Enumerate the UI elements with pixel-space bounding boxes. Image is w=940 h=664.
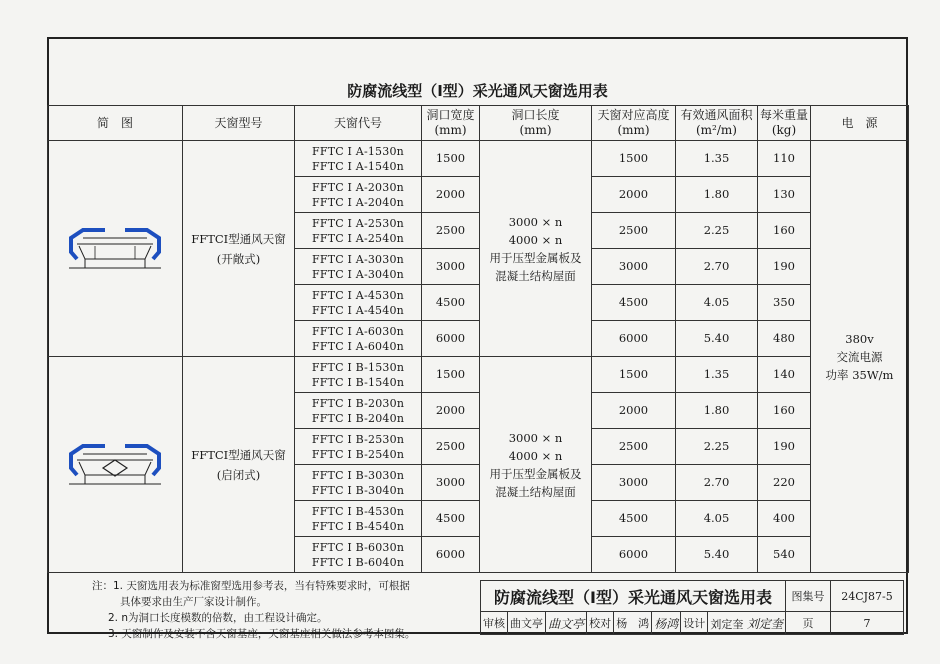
designer-name	[708, 612, 786, 635]
header-height-label: 天窗对应高度	[597, 108, 670, 122]
designer-name-text: 刘定奎	[710, 617, 744, 631]
code-line: FFTC I B-4540n	[311, 519, 405, 533]
page-label: 页	[786, 612, 831, 635]
check-label: 校对	[587, 612, 614, 635]
code-cell	[295, 429, 422, 465]
header-length-label: 洞口长度	[511, 108, 560, 122]
length-line: 混凝土结构屋面	[495, 484, 576, 499]
area-cell: 2.25	[676, 429, 758, 465]
code-line: FFTC I B-6030n	[311, 540, 405, 554]
weight-cell: 540	[758, 537, 811, 573]
code-cell	[295, 501, 422, 537]
length-line: 3000 × n	[508, 430, 563, 445]
header-height	[592, 106, 676, 141]
header-length-unit: (mm)	[519, 123, 552, 137]
page-title: 防腐流线型（I型）采光通风天窗选用表	[347, 82, 608, 100]
design-label: 设计	[681, 612, 708, 635]
code-line: FFTC I B-2040n	[311, 411, 405, 425]
width-cell: 2000	[422, 393, 480, 429]
model-open-type	[183, 141, 295, 357]
table-header-row	[48, 106, 909, 141]
header-width-unit: (mm)	[434, 123, 467, 137]
width-cell: 2500	[422, 429, 480, 465]
title-block-title: 防腐流线型（I型）采光通风天窗选用表	[481, 581, 786, 612]
reviewer-name: 曲文亭	[508, 612, 546, 635]
selection-table	[47, 105, 909, 573]
header-power: 电 源	[811, 106, 909, 141]
code-line: FFTC I B-2530n	[311, 432, 405, 446]
height-cell: 4500	[592, 501, 676, 537]
weight-cell: 130	[758, 177, 811, 213]
code-line: FFTC I B-6040n	[311, 555, 405, 569]
code-line: FFTC I B-2030n	[311, 396, 405, 410]
diagram-open-type	[48, 141, 183, 357]
height-cell: 2000	[592, 177, 676, 213]
checker-signature: 杨鸿	[652, 612, 681, 635]
code-line: FFTC I A-2530n	[312, 216, 404, 230]
table-row	[48, 141, 909, 177]
code-line: FFTC I B-3030n	[311, 468, 405, 482]
note-2: 2. n为洞口长度模数的倍数，由工程设计确定。	[108, 612, 328, 624]
weight-cell: 480	[758, 321, 811, 357]
code-cell	[295, 357, 422, 393]
area-cell: 4.05	[676, 501, 758, 537]
code-cell	[295, 393, 422, 429]
code-cell	[295, 285, 422, 321]
power-line: 功率 35W/m	[825, 367, 894, 382]
header-weight-label: 每米重量	[759, 108, 808, 122]
operable-skylight-diagram-icon	[65, 440, 165, 490]
code-line: FFTC I A-1540n	[312, 159, 404, 173]
header-width	[422, 106, 480, 141]
code-line: FFTC I A-4530n	[312, 288, 404, 302]
area-cell: 5.40	[676, 321, 758, 357]
area-cell: 5.40	[676, 537, 758, 573]
code-line: FFTC I A-3040n	[312, 267, 404, 281]
model-subtype: (启闭式)	[216, 467, 261, 482]
length-line: 混凝土结构屋面	[495, 268, 576, 283]
model-subtype: (开敞式)	[216, 251, 261, 266]
code-line: FFTC I B-1530n	[311, 360, 405, 374]
length-line: 4000 × n	[508, 448, 563, 463]
width-cell: 3000	[422, 249, 480, 285]
checker-name: 杨 鸿	[614, 612, 652, 635]
header-area-unit: (m²/m)	[696, 123, 737, 137]
code-cell	[295, 249, 422, 285]
note-1: 注：1. 天窗选用表为标准窗型选用参考表，当有特殊要求时，可根据	[92, 580, 410, 592]
code-cell	[295, 537, 422, 573]
atlas-number: 24CJ87-5	[831, 581, 904, 612]
code-line: FFTC I A-2540n	[312, 231, 404, 245]
weight-cell: 140	[758, 357, 811, 393]
power-cell	[811, 141, 909, 573]
header-model: 天窗型号	[183, 106, 295, 141]
code-line: FFTC I A-6030n	[312, 324, 404, 338]
header-width-label: 洞口宽度	[426, 108, 475, 122]
code-line: FFTC I B-4530n	[311, 504, 405, 518]
weight-cell: 350	[758, 285, 811, 321]
width-cell: 2500	[422, 213, 480, 249]
power-line: 交流电源	[836, 349, 883, 364]
notes	[92, 578, 482, 642]
code-line: FFTC I B-3040n	[311, 483, 405, 497]
area-cell: 2.70	[676, 465, 758, 501]
code-cell	[295, 321, 422, 357]
length-line: 3000 × n	[508, 214, 563, 229]
code-line: FFTC I A-3030n	[312, 252, 404, 266]
code-line: FFTC I A-2040n	[312, 195, 404, 209]
weight-cell: 160	[758, 393, 811, 429]
area-cell: 2.70	[676, 249, 758, 285]
width-cell: 4500	[422, 501, 480, 537]
height-cell: 6000	[592, 321, 676, 357]
header-code: 天窗代号	[295, 106, 422, 141]
reviewer-signature: 曲文亭	[546, 612, 587, 635]
header-height-unit: (mm)	[617, 123, 650, 137]
code-line: FFTC I A-1530n	[312, 144, 404, 158]
width-cell: 6000	[422, 321, 480, 357]
header-length	[480, 106, 592, 141]
code-line: FFTC I B-2540n	[311, 447, 405, 461]
width-cell: 6000	[422, 537, 480, 573]
header-weight	[758, 106, 811, 141]
weight-cell: 400	[758, 501, 811, 537]
height-cell: 3000	[592, 465, 676, 501]
open-skylight-diagram-icon	[65, 224, 165, 274]
code-line: FFTC I A-2030n	[312, 180, 404, 194]
power-line: 380v	[845, 331, 874, 346]
width-cell: 1500	[422, 357, 480, 393]
weight-cell: 110	[758, 141, 811, 177]
table-row	[48, 357, 909, 393]
height-cell: 1500	[592, 141, 676, 177]
diagram-operable-type	[48, 357, 183, 573]
area-cell: 1.35	[676, 141, 758, 177]
length-line: 用于压型金属板及	[489, 466, 582, 481]
length-cell-a	[480, 141, 592, 357]
code-cell	[295, 177, 422, 213]
height-cell: 2000	[592, 393, 676, 429]
length-cell-b	[480, 357, 592, 573]
weight-cell: 160	[758, 213, 811, 249]
weight-cell: 190	[758, 429, 811, 465]
length-line: 4000 × n	[508, 232, 563, 247]
height-cell: 2500	[592, 213, 676, 249]
width-cell: 1500	[422, 141, 480, 177]
weight-cell: 190	[758, 249, 811, 285]
height-cell: 2500	[592, 429, 676, 465]
header-area-label: 有效通风面积	[680, 108, 753, 122]
width-cell: 2000	[422, 177, 480, 213]
note-3: 3. 天窗制作及安装不含天窗基座，天窗基座相关做法参考本图集。	[108, 628, 416, 640]
code-cell	[295, 141, 422, 177]
code-cell	[295, 213, 422, 249]
length-line: 用于压型金属板及	[489, 250, 582, 265]
model-name: FFTCⅠ型通风天窗	[191, 231, 286, 246]
area-cell: 1.35	[676, 357, 758, 393]
code-line: FFTC I A-6040n	[312, 339, 404, 353]
area-cell: 2.25	[676, 213, 758, 249]
header-weight-unit: (kg)	[771, 123, 797, 137]
designer-signature: 刘定奎	[746, 616, 783, 631]
page-number: 7	[831, 612, 904, 635]
width-cell: 3000	[422, 465, 480, 501]
weight-cell: 220	[758, 465, 811, 501]
model-operable-type	[183, 357, 295, 573]
header-area	[676, 106, 758, 141]
area-cell: 1.80	[676, 177, 758, 213]
code-line: FFTC I B-1540n	[311, 375, 405, 389]
height-cell: 4500	[592, 285, 676, 321]
header-diagram: 简 图	[48, 106, 183, 141]
atlas-label: 图集号	[786, 581, 831, 612]
area-cell: 1.80	[676, 393, 758, 429]
area-cell: 4.05	[676, 285, 758, 321]
width-cell: 4500	[422, 285, 480, 321]
height-cell: 1500	[592, 357, 676, 393]
height-cell: 3000	[592, 249, 676, 285]
code-line: FFTC I A-4540n	[312, 303, 404, 317]
review-label: 审核	[481, 612, 508, 635]
title-block	[480, 580, 904, 635]
model-name: FFTCⅠ型通风天窗	[191, 447, 286, 462]
code-cell	[295, 465, 422, 501]
height-cell: 6000	[592, 537, 676, 573]
note-1-cont: 具体要求由生产厂家设计制作。	[120, 596, 267, 608]
